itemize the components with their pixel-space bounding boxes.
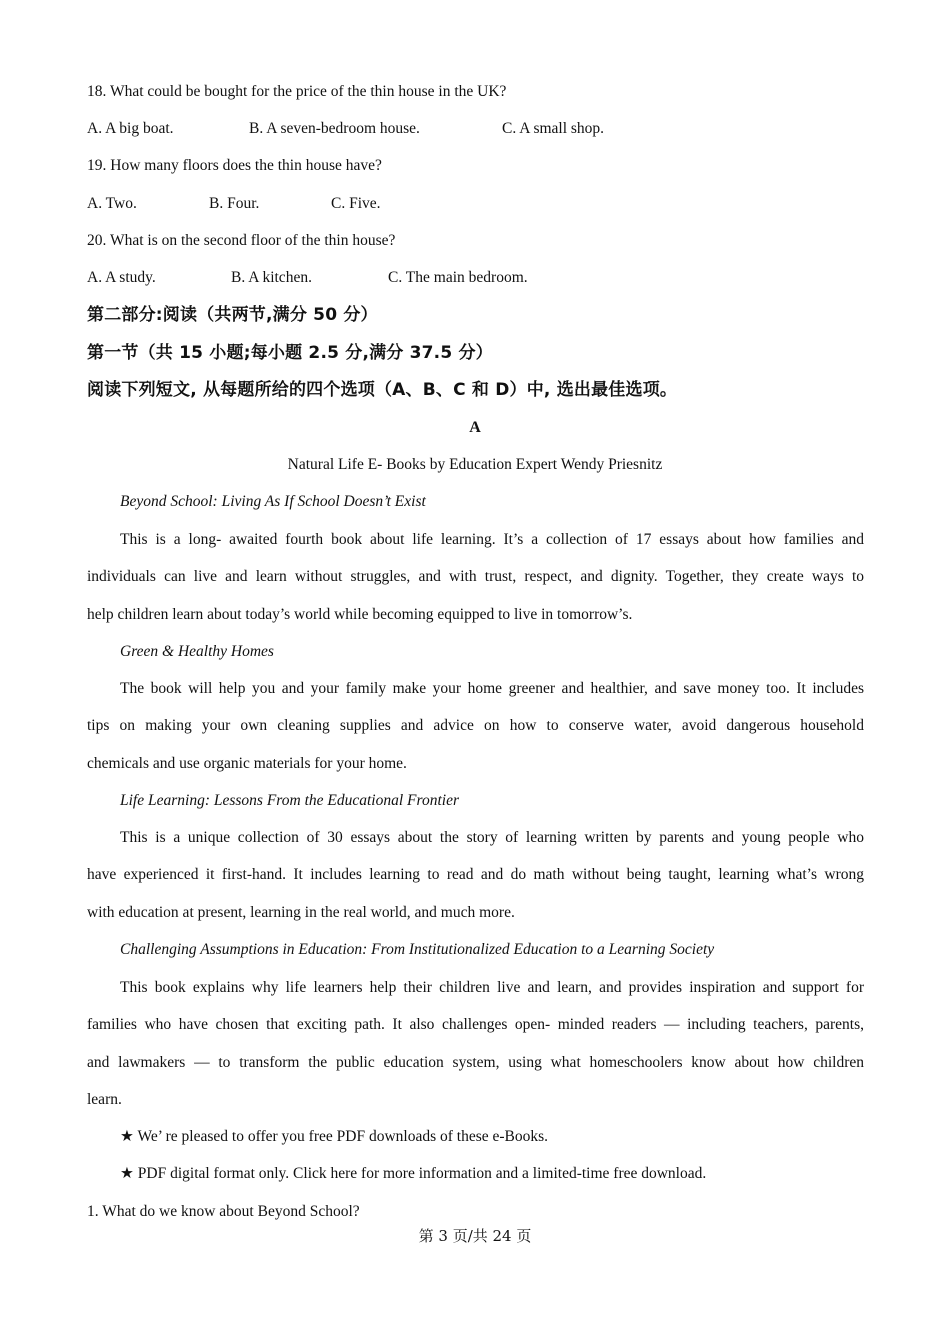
question-20-option-b: B. A kitchen. [231, 269, 312, 286]
instruction: 阅读下列短文, 从每题所给的四个选项（A、B、C 和 D）中, 选出最佳选项。 [87, 380, 678, 400]
question-19-option-b: B. Four. [209, 195, 260, 212]
part-heading: 第二部分:阅读（共两节,满分 50 分） [87, 305, 378, 325]
note-free-pdf: ★ We’ re pleased to offer you free PDF downloads of these e-Books. [120, 1128, 549, 1145]
question-20-option-c: C. The main bedroom. [388, 269, 528, 286]
paragraph-line: with education at present, learning in the real world, and much more. [87, 903, 515, 921]
page-number-footer: 第 3 页/共 24 页 [418, 1227, 532, 1245]
paragraph-line: chemicals and use organic materials for your home. [87, 754, 407, 772]
paragraph-line: individuals can live and learn without struggles, and with trust, respect, and dignity. Together, they create ways to [87, 568, 864, 586]
paragraph-line: tips on making your own cleaning supplies and advice on how to conserve water, avoid dangerous household [87, 717, 864, 735]
book-title-green-healthy-homes: Green & Healthy Homes [120, 643, 274, 660]
paragraph-line: The book will help you and your family make your home greener and healthier, and save money too. It includes [120, 680, 864, 697]
question-1-stem: 1. What do we know about Beyond School? [87, 1203, 360, 1220]
book-description-life-learning [87, 828, 864, 940]
question-18-option-c: C. A small shop. [502, 120, 605, 137]
note-pdf-format: ★ PDF digital format only. Click here for more information and a limited-time free download. [120, 1165, 707, 1182]
book-description-beyond-school [87, 530, 864, 642]
book-description-challenging-assumptions [87, 978, 864, 1127]
book-title-beyond-school: Beyond School: Living As If School Doesn’t Exist [120, 493, 426, 510]
question-19-option-a: A. Two. [87, 195, 137, 212]
question-20-stem: 20. What is on the second floor of the thin house? [87, 232, 396, 249]
paragraph-line: have experienced it first-hand. It includes learning to read and do math without being taught, learning what’s wrong [87, 866, 864, 884]
paragraph-line: and lawmakers — to transform the public education system, using what homeschoolers know about how children [87, 1053, 864, 1071]
paragraph-line: families who have chosen that exciting path. It also challenges open- minded readers — including teachers, parents, [87, 1016, 864, 1034]
question-19-option-c: C. Five. [331, 195, 381, 212]
paragraph-line: This is a unique collection of 30 essays about the story of learning written by parents and young people who [120, 829, 864, 846]
book-description-green-healthy-homes [87, 679, 864, 791]
question-19-stem: 19. How many floors does the thin house have? [87, 157, 382, 174]
paragraph-line: This book explains why life learners help their children live and learn, and provides inspiration and support for [120, 979, 864, 996]
passage-title: Natural Life E- Books by Education Expert Wendy Priesnitz [287, 456, 663, 473]
question-20-option-a: A. A study. [87, 269, 156, 286]
question-18-option-b: B. A seven-bedroom house. [249, 120, 420, 137]
book-title-life-learning: Life Learning: Lessons From the Educational Frontier [120, 792, 459, 809]
paragraph-line: This is a long- awaited fourth book about life learning. It’s a collection of 17 essays about how families and [120, 531, 864, 548]
paragraph-line: learn. [87, 1090, 122, 1108]
question-18-stem: 18. What could be bought for the price of the thin house in the UK? [87, 83, 507, 100]
passage-label: A [469, 419, 481, 436]
paragraph-line: help children learn about today’s world while becoming equipped to live in tomorrow’s. [87, 605, 633, 623]
question-18-option-a: A. A big boat. [87, 120, 174, 137]
sub-heading: 第一节（共 15 小题;每小题 2.5 分,满分 37.5 分） [87, 343, 493, 363]
book-title-challenging-assumptions: Challenging Assumptions in Education: From Institutionalized Education to a Learning Society [120, 941, 715, 958]
